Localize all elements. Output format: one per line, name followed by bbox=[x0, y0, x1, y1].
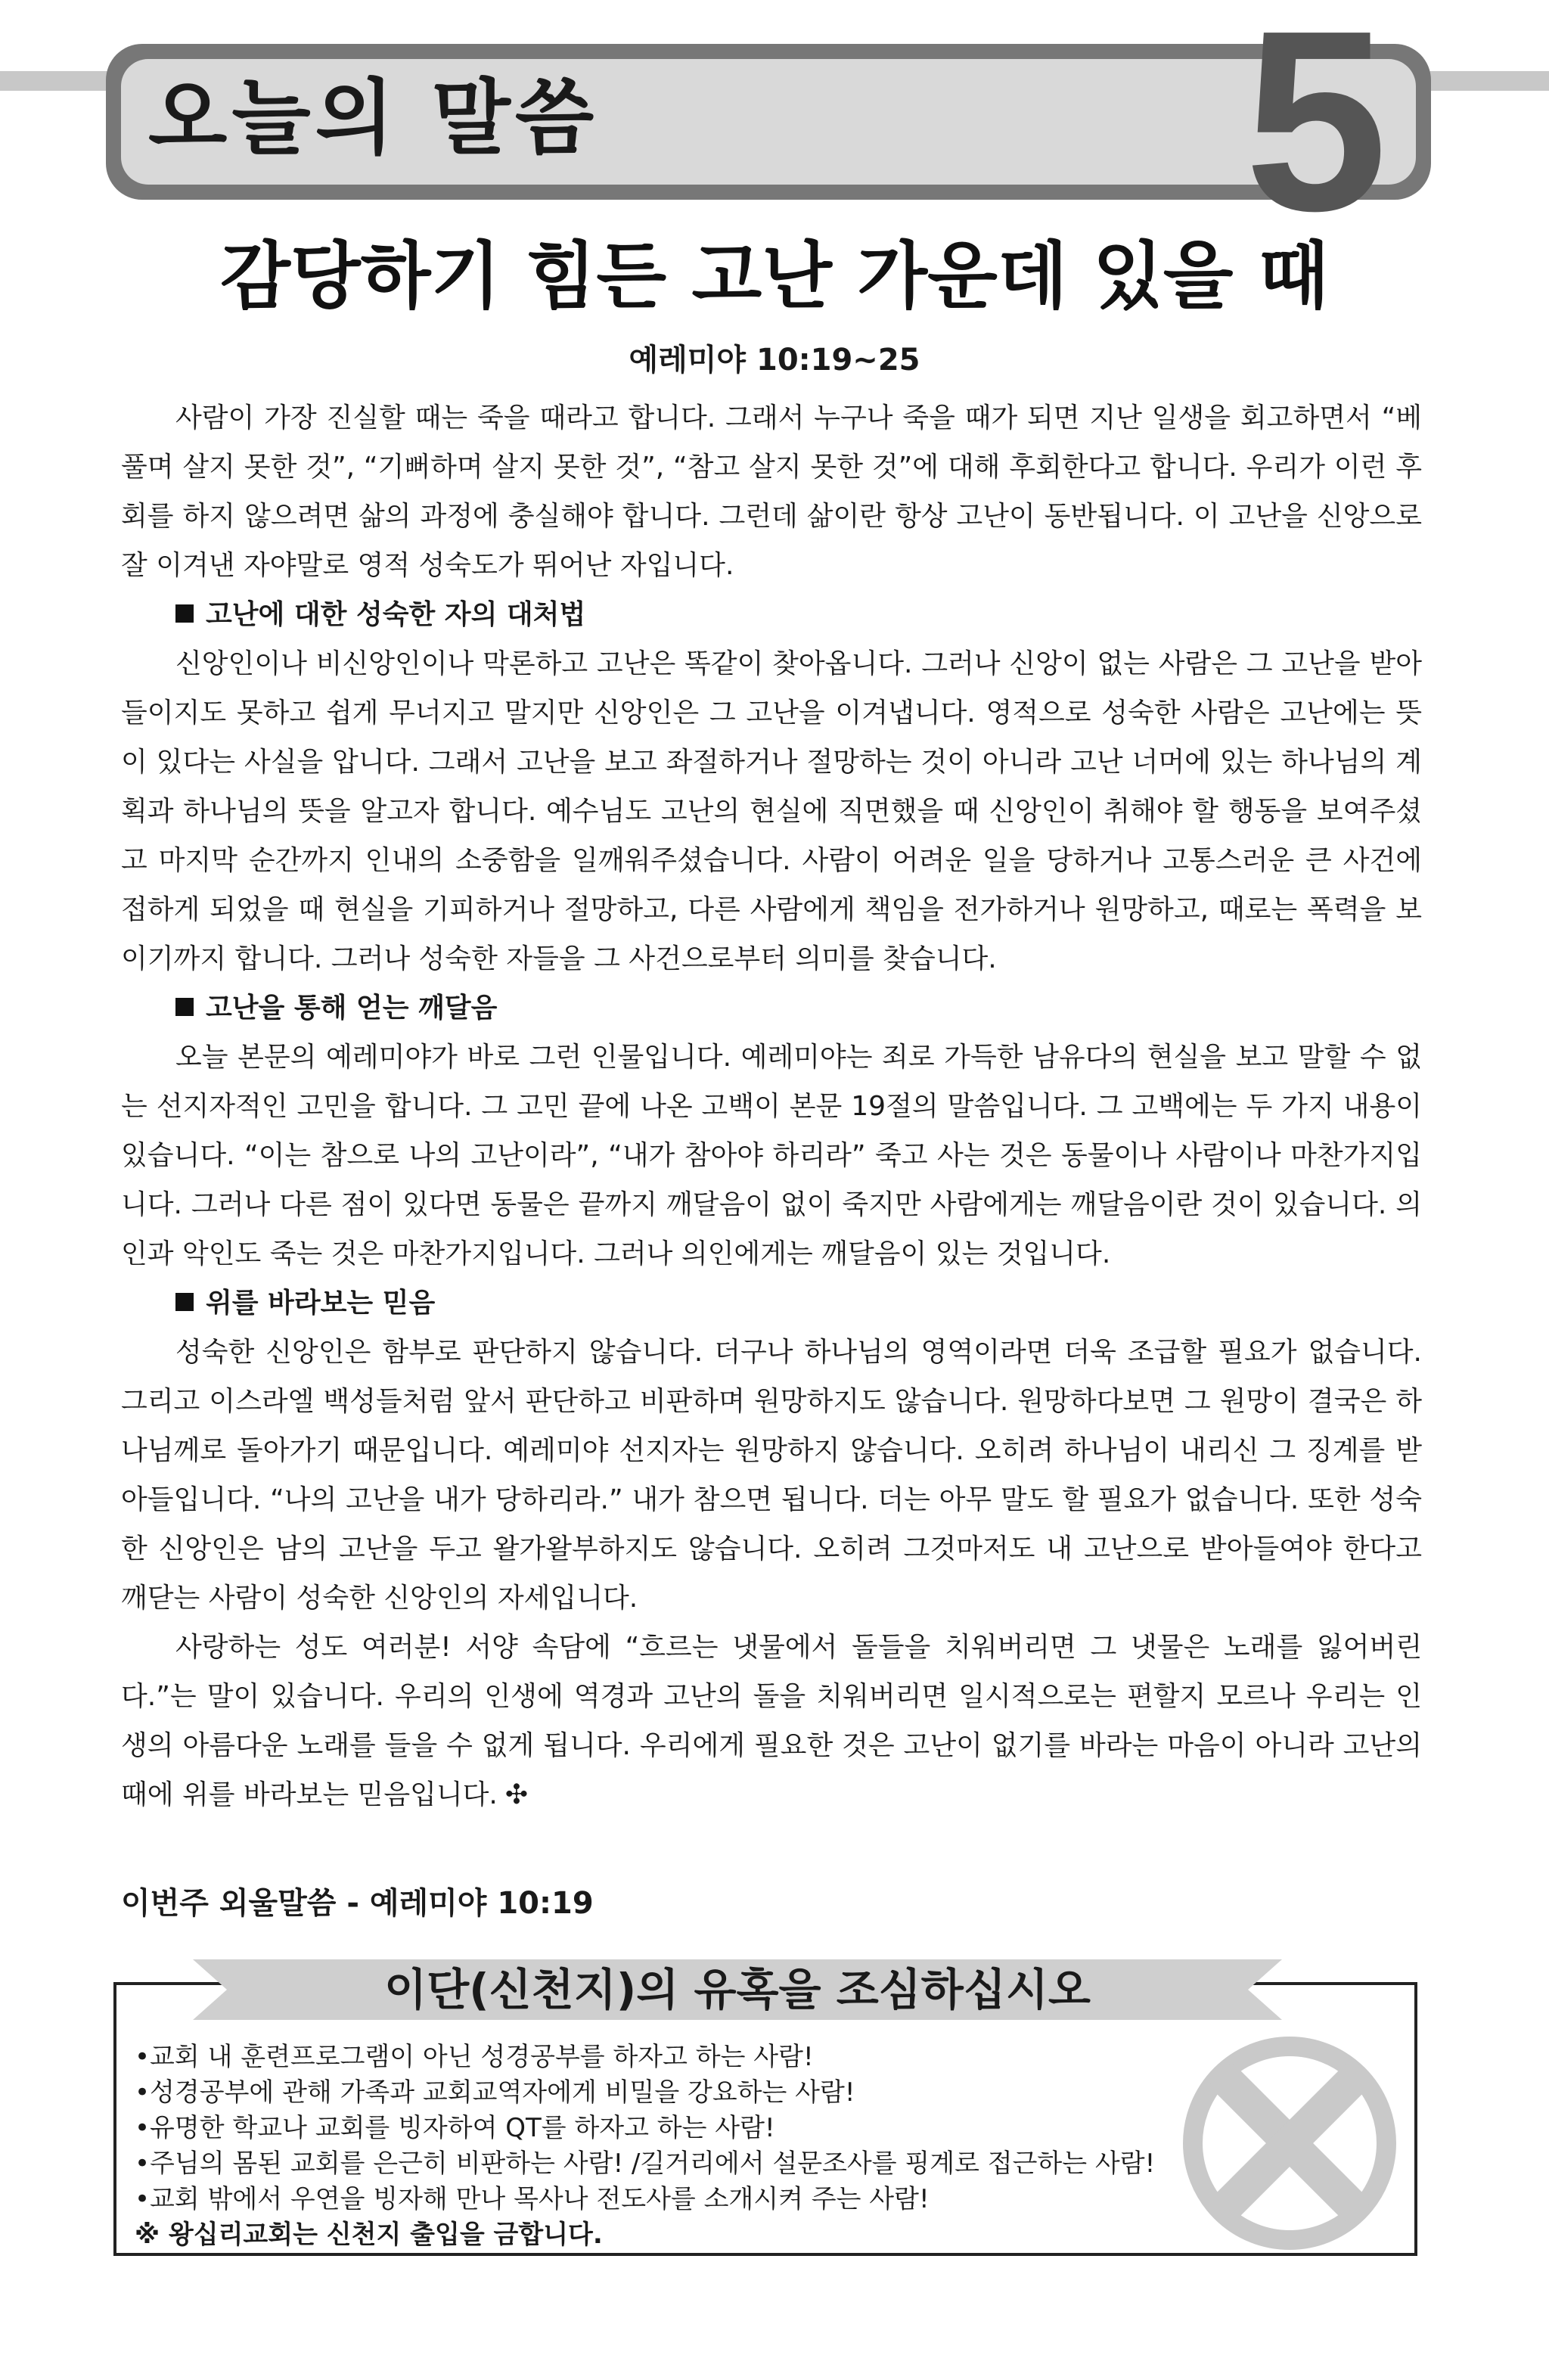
section-heading-2-text: 고난을 통해 얻는 깨달음 bbox=[206, 993, 498, 1024]
section-2-paragraph: 오늘 본문의 예레미야가 바로 그런 인물입니다. 예레미야는 죄로 가득한 남유다의 현실을 보고 말할 수 없는 선지자적인 고민을 합니다. 그 고민 끝에 나온 고백이 본문 19절의 말씀입니다. 그 고백에는 두 가지 내용이 있습니다. “이는 참으로 나의 고난이라”, “내가 참아야 하리라” 죽고 사는 것은 동물이나 사람이나 마찬가지입니다. 그러나 다른 점이 있다면 동물은 끝까지 깨달음이 없이 죽지만 사람에게는 깨달음이란 것이 있습니다. 의인과 악인도 죽는 것은 마찬가지입니다. 그러나 의인에게는 깨달음이 있는 것입니다. bbox=[121, 1042, 1422, 1269]
section-3-paragraph: 성숙한 신앙인은 함부로 판단하지 않습니다. 더구나 하나님의 영역이라면 더욱 조급할 필요가 없습니다. 그리고 이스라엘 백성들처럼 앞서 판단하고 비판하며 원망하지도 않습니다. 원망하다보면 그 원망이 결국은 하나님께로 돌아가기 때문입니다. 예레미야 선지자는 원망하지 않습니다. 오히려 하나님이 내리신 그 징계를 받아들입니다. “나의 고난을 내가 당하리라.” 내가 참으면 됩니다. 더는 아무 말도 할 필요가 없습니다. 또한 성숙한 신앙인은 남의 고난을 두고 왈가왈부하지도 않습니다. 오히려 그것마저도 내 고난으로 받아들여야 한다고 깨닫는 사람이 성숙한 신앙인의 자세입니다. bbox=[121, 1337, 1422, 1614]
warning-list bbox=[135, 2040, 1405, 2217]
section-heading-3-text: 위를 바라보는 믿음 bbox=[206, 1288, 436, 1319]
end-ornament-icon: ✣ bbox=[504, 1779, 529, 1810]
section-1-paragraph: 신앙인이나 비신앙인이나 막론하고 고난은 똑같이 찾아옵니다. 그러나 신앙이 없는 사람은 그 고난을 받아들이지도 못하고 쉽게 무너지고 말지만 신앙인은 그 고난을 이겨냅니다. 영적으로 성숙한 사람은 고난에는 뜻이 있다는 사실을 압니다. 그래서 고난을 보고 좌절하거나 절망하는 것이 아니라 고난 너머에 있는 하나님의 계획과 하나님의 뜻을 알고자 합니다. 예수님도 고난의 현실에 직면했을 때 신앙인이 취해야 할 행동을 보여주셨고 마지막 순간까지 인내의 소중함을 일깨워주셨습니다. 사람이 어려운 일을 당하거나 고통스러운 큰 사건에 접하게 되었을 때 현실을 기피하거나 절망하고, 다른 사람에게 책임을 전가하거나 원망하고, 때로는 폭력을 보이기까지 합니다. 그러나 성숙한 자들을 그 사건으로부터 의미를 찾습니다. bbox=[121, 648, 1422, 974]
bullet-square-icon bbox=[175, 604, 194, 623]
section-heading-3 bbox=[121, 1279, 1422, 1328]
list-item: •유명한 학교나 교회를 빙자하여 QT를 하자고 하는 사람! bbox=[135, 2113, 775, 2143]
sermon-body bbox=[121, 393, 1422, 1819]
closing-text: 사랑하는 성도 여러분! 서양 속담에 “흐르는 냇물에서 돌들을 치워버리면 그 냇물은 노래를 잃어버린다.”는 말이 있습니다. 우리의 인생에 역경과 고난의 돌을 치워버리면 일시적으로는 편할지 모르나 우리는 인생의 아름다운 노래를 들을 수 없게 됩니다. 우리에게 필요한 것은 고난이 없기를 바라는 마음이 아니라 고난의 때에 위를 바라보는 믿음입니다. bbox=[121, 1632, 1422, 1810]
list-item: •교회 밖에서 우연을 빙자해 만나 목사나 전도사를 소개시켜 주는 사람! bbox=[135, 2184, 930, 2214]
section-heading-2 bbox=[121, 983, 1422, 1033]
memory-verse: 이번주 외울말씀 - 예레미야 10:19 bbox=[121, 1886, 594, 1921]
warning-title: 이단(신천지)의 유혹을 조심하십시오 bbox=[384, 1964, 1091, 2015]
list-item: •교회 내 훈련프로그램이 아닌 성경공부를 하자고 하는 사람! bbox=[135, 2042, 814, 2072]
closing-paragraph bbox=[121, 1623, 1422, 1819]
warning-note: ※ 왕십리교회는 신천지 출입을 금합니다. bbox=[135, 2220, 603, 2250]
list-item: •주님의 몸된 교회를 은근히 비판하는 사람! /길거리에서 설문조사를 핑계로 접근하는 사람! bbox=[135, 2149, 1156, 2179]
list-item: •성경공부에 관해 가족과 교회교역자에게 비밀을 강요하는 사람! bbox=[135, 2077, 855, 2108]
intro-paragraph: 사람이 가장 진실할 때는 죽을 때라고 합니다. 그래서 누구나 죽을 때가 되면 지난 일생을 회고하면서 “베풀며 살지 못한 것”, “기뻐하며 살지 못한 것”, “참고 살지 못한 것”에 대해 후회한다고 합니다. 우리가 이런 후회를 하지 않으려면 삶의 과정에 충실해야 합니다. 그런데 삶이란 항상 고난이 동반됩니다. 이 고난을 신앙으로 잘 이겨낸 자야말로 영적 성숙도가 뛰어난 자입니다. bbox=[121, 402, 1422, 581]
section-number: 5 bbox=[1244, 0, 1388, 265]
section-title: 오늘의 말씀 bbox=[148, 71, 599, 166]
bullet-square-icon bbox=[175, 998, 194, 1016]
scripture-reference: 예레미야 10:19~25 bbox=[629, 343, 920, 378]
sermon-title: 감당하기 힘든 고난 가운데 있을 때 bbox=[220, 234, 1329, 318]
bullet-square-icon bbox=[175, 1293, 194, 1311]
section-heading-1-text: 고난에 대한 성숙한 자의 대처법 bbox=[206, 599, 586, 630]
section-heading-1 bbox=[121, 590, 1422, 639]
